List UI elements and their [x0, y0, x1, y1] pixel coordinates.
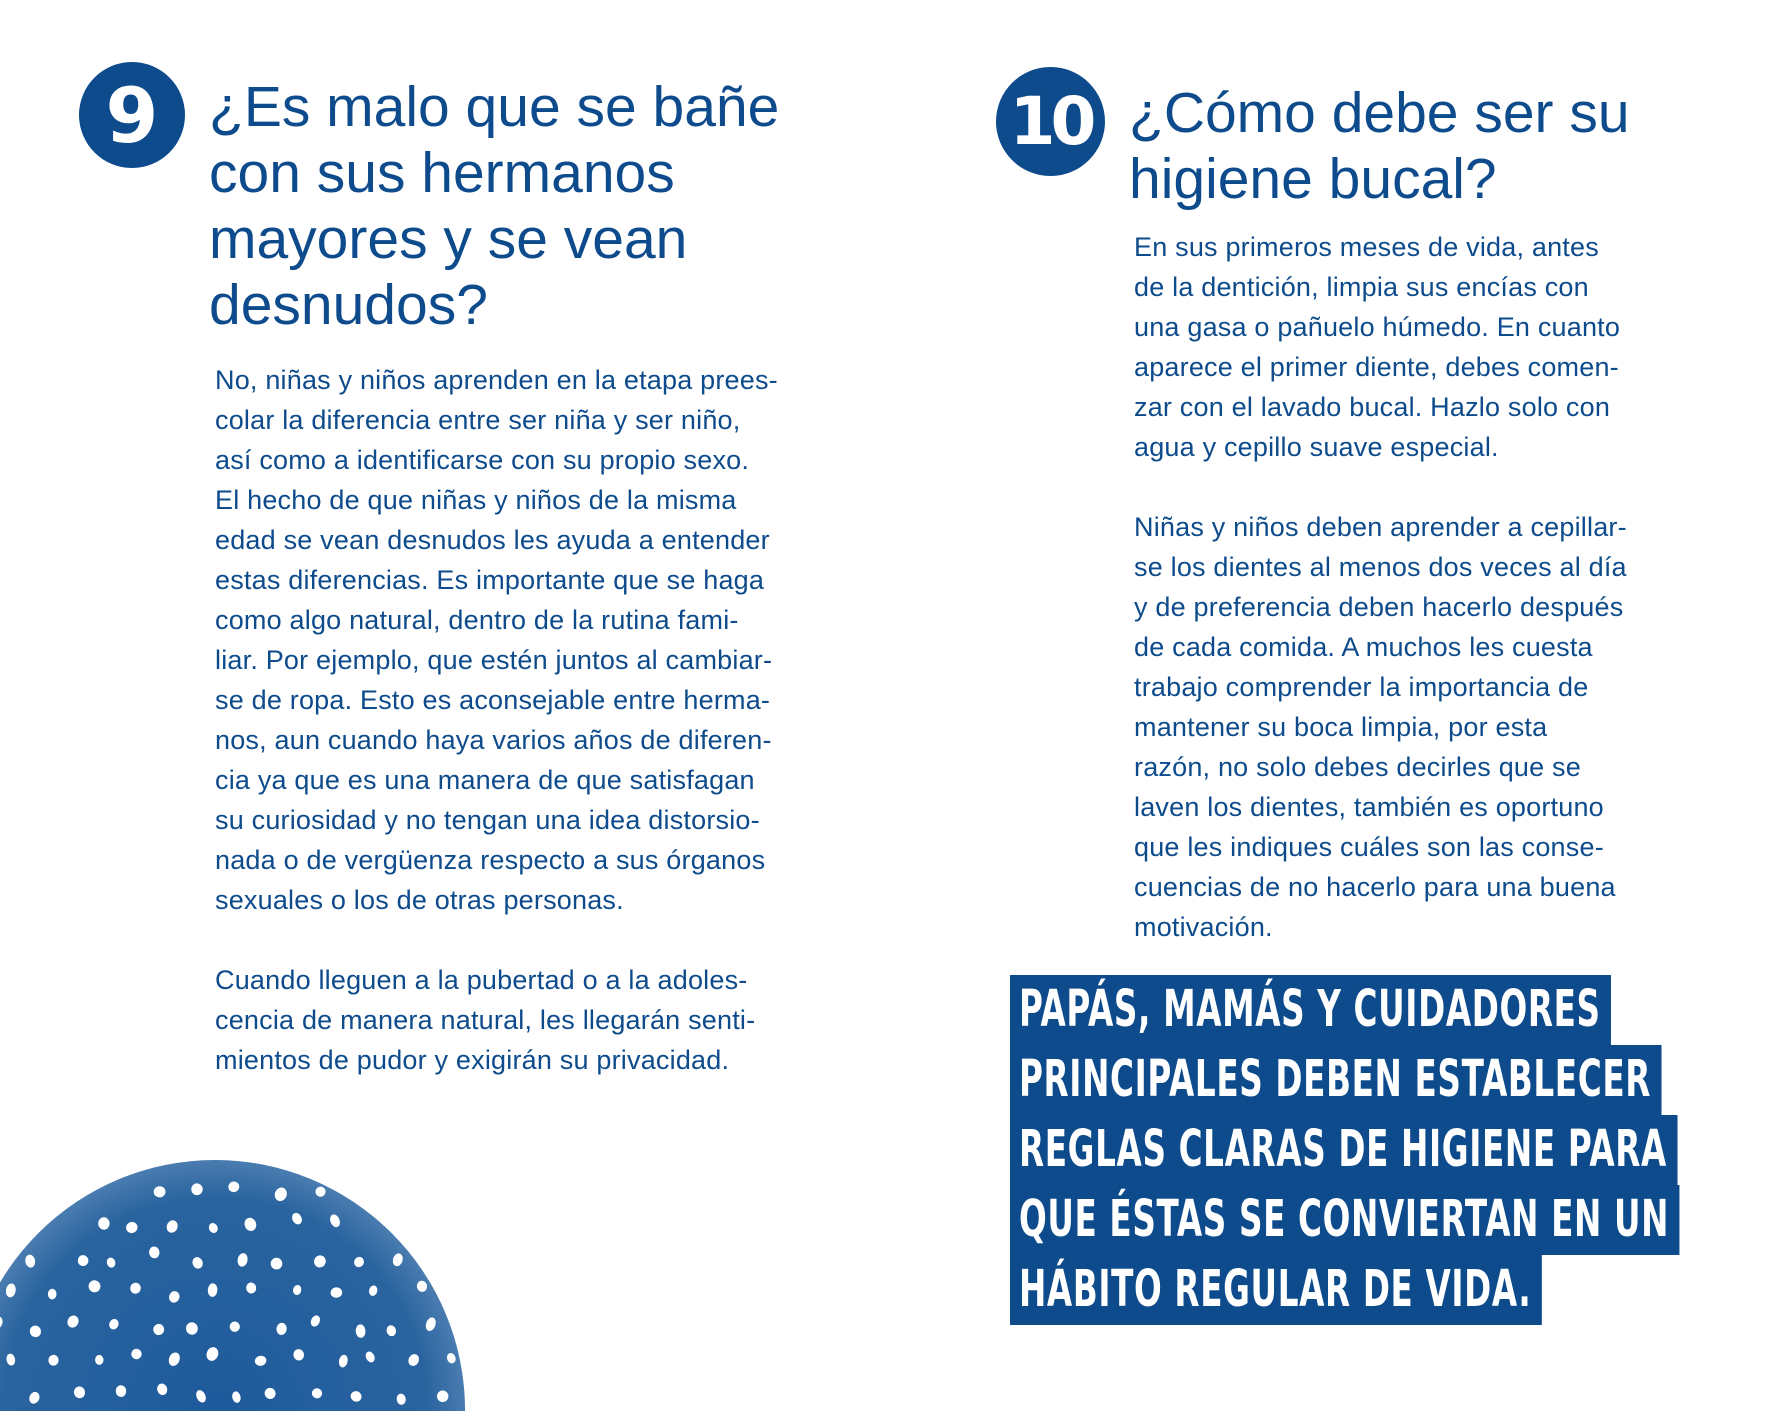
question-10-title: ¿Cómo debe ser su higiene bucal? — [1129, 81, 1630, 211]
textured-blue-circle — [0, 1160, 465, 1411]
dotted-circle-decoration — [0, 1110, 480, 1411]
callout-line-5: HÁBITO REGULAR DE VIDA. — [1010, 1255, 1542, 1325]
question-9-paragraph-2: Cuando lleguen a la pubertad o a la adoles- cencia de manera natural, les llegarán senti- mientos de pudor y exigirán su privacidad. — [215, 965, 756, 1075]
question-10-answer — [1134, 227, 1734, 947]
callout-line-3: REGLAS CLARAS DE HIGIENE PARA — [1010, 1115, 1677, 1185]
question-10-paragraph-1: En sus primeros meses de vida, antes de la dentición, limpia sus encías con una gasa o pañuelo húmedo. En cuanto aparece el primer diente, debes comen- zar con el lavado bucal. Hazlo solo con agua y cepillo suave especial. — [1134, 232, 1621, 462]
question-9-paragraph-1: No, niñas y niños aprenden en la etapa prees- colar la diferencia entre ser niña y ser niño, así como a identificarse con su propio sexo. El hecho de que niñas y niños de la misma edad se vean desnudos les ayuda a entender estas diferencias. Es importante que se haga como algo natural, dentro de la rutina fami- liar. Por ejemplo, que estén juntos al cambiar- se de ropa. Esto es aconsejable entre herma- nos, aun cuando haya varios años de diferen- cia ya que es una manera de que satisfagan su curiosidad y no tengan una idea distorsio- nada o de vergüenza respecto a sus órganos sexuales o los de otras personas. — [215, 365, 778, 915]
callout-line-1: PAPÁS, MAMÁS Y CUIDADORES — [1010, 975, 1611, 1045]
question-number-9: 9 — [105, 70, 159, 160]
hygiene-rules-callout — [1010, 975, 1773, 1325]
question-number-10-badge — [996, 67, 1105, 176]
question-number-10: 10 — [1009, 83, 1092, 160]
question-9-title: ¿Es malo que se bañe con sus hermanos mayores y se vean desnudos? — [209, 75, 780, 337]
callout-line-2: PRINCIPALES DEBEN ESTABLECER — [1010, 1045, 1661, 1115]
question-9-answer — [215, 360, 875, 1080]
white-dot — [271, 1258, 283, 1270]
question-10-paragraph-2: Niñas y niños deben aprender a cepillar- se los dientes al menos dos veces al día y de preferencia deben hacerlo después de cada comida. A muchos les cuesta trabajo comprender la importancia de mantener su boca limpia, por esta razón, no solo debes decirles que se laven los dientes, también es oportuno que les indiques cuáles son las conse- cuencias de no hacerlo para una buena motivación. — [1134, 512, 1627, 942]
question-number-9-badge — [79, 62, 185, 168]
callout-line-4: QUE ÉSTAS SE CONVIERTAN EN UN — [1010, 1185, 1679, 1255]
